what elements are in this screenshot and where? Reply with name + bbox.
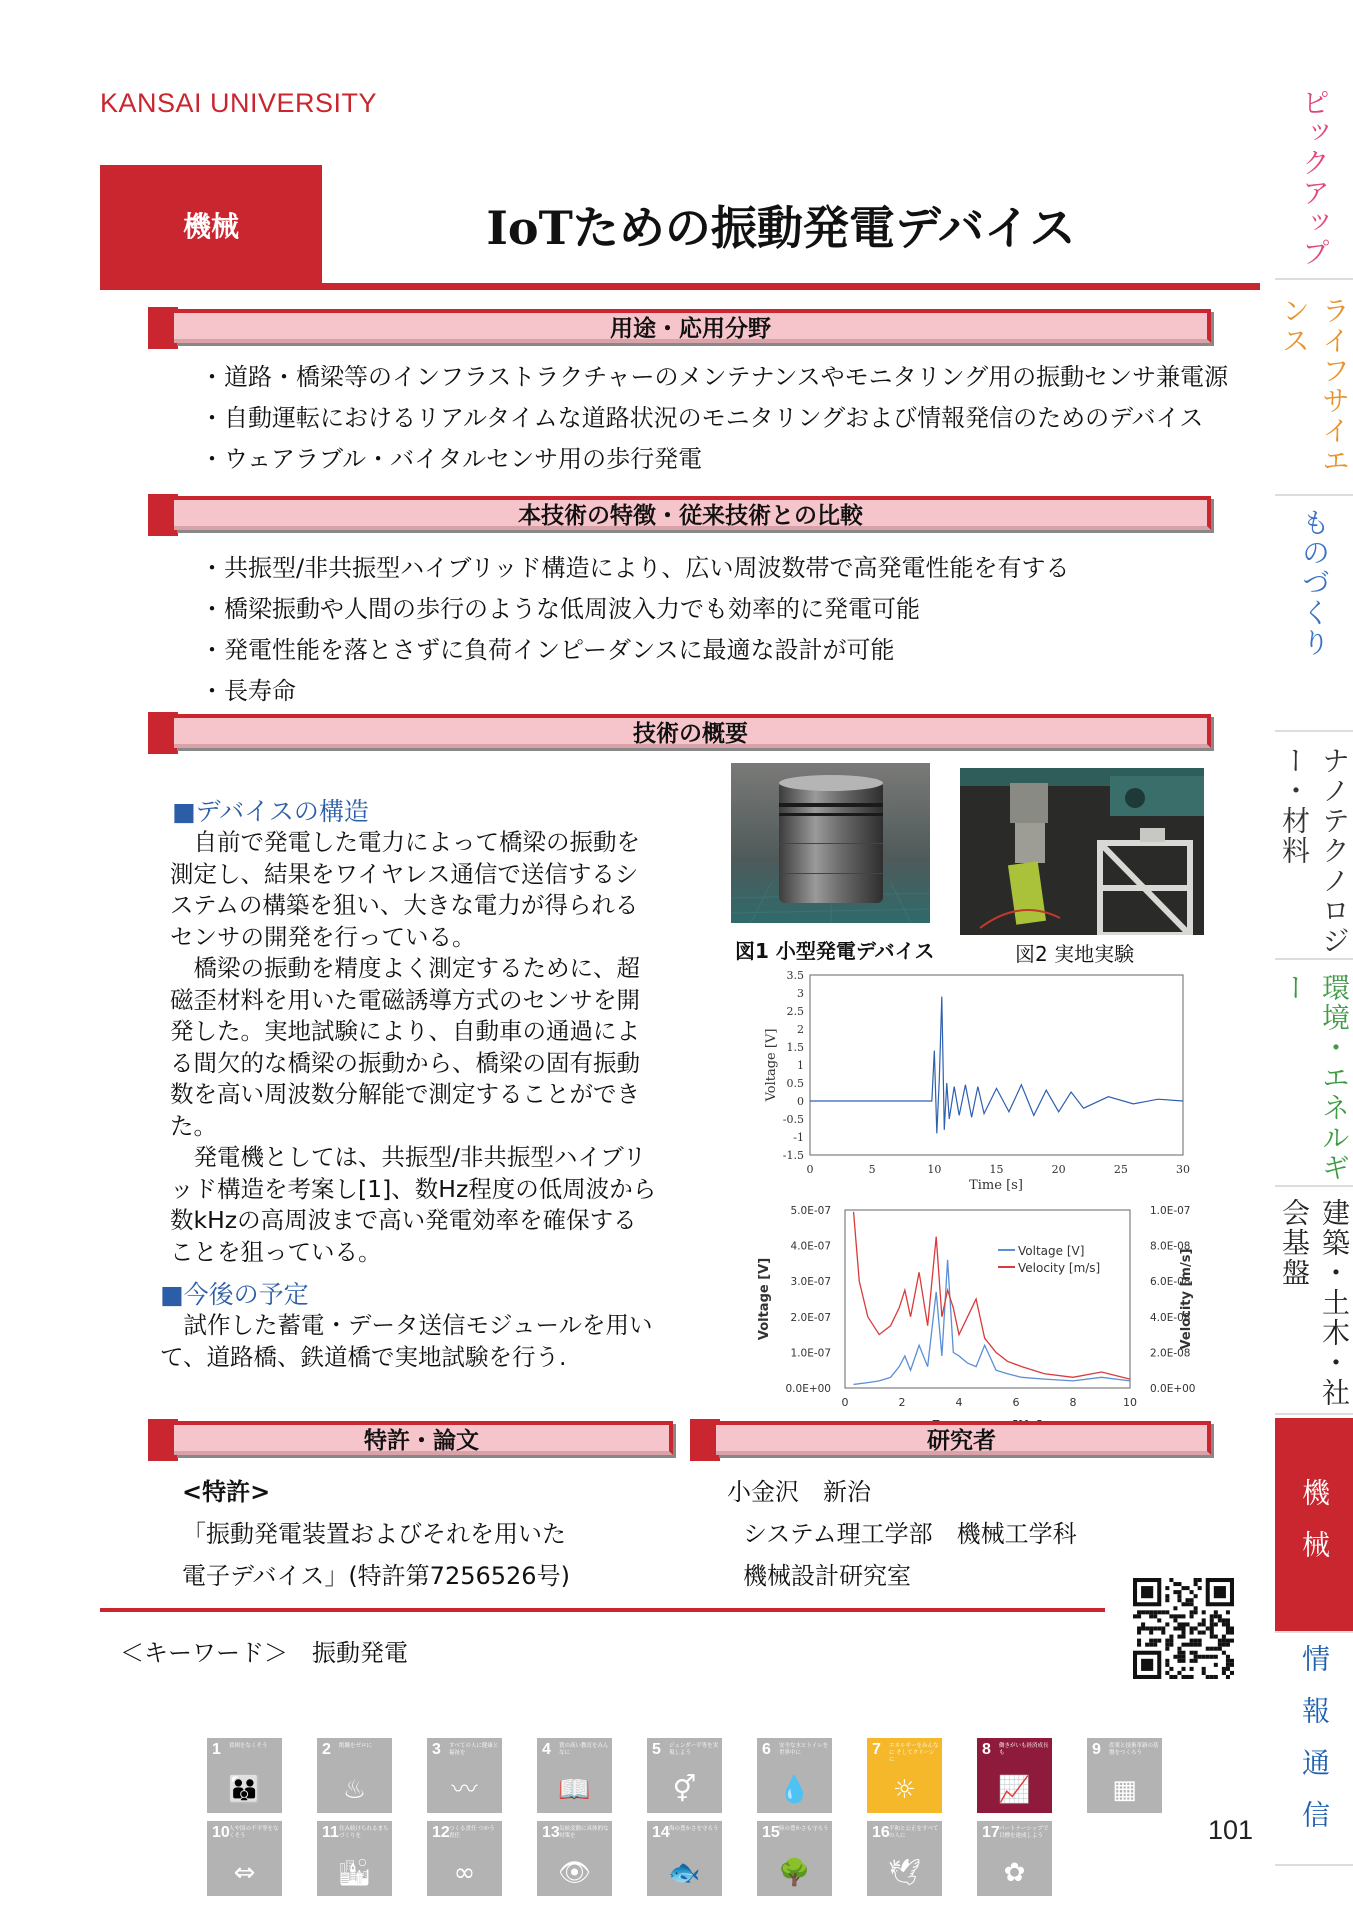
- dove-icon: 🕊: [887, 1858, 921, 1888]
- y2-tick-label: 2.0E-08: [1150, 1347, 1191, 1360]
- x-tick-label: 10: [1123, 1396, 1137, 1409]
- side-tab-4[interactable]: [1275, 965, 1353, 1187]
- y-tick-label: 2.0E-07: [790, 1311, 831, 1324]
- sdg-goal-17: 17 パートナーシップで目標を達成しよう ✿: [977, 1821, 1052, 1896]
- future-plan-text: 試作した蓄電・データ送信モジュールを用いて、道路橋、鉄道橋で実地試験を行う.: [160, 1311, 653, 1371]
- water-icon: 💧: [778, 1775, 811, 1805]
- side-tab-0[interactable]: [1275, 80, 1353, 280]
- chart1-ylabel: Voltage [V]: [764, 1028, 779, 1102]
- paragraph: 自前で発電した電力によって橋梁の振動を測定し、結果をワイヤレス通信で送信するシステムの構築を狙い、大きな電力が得られるセンサの開発を行っている。: [170, 828, 640, 951]
- section-bar-features: [148, 494, 1211, 536]
- y2-tick-label: 8.0E-08: [1150, 1240, 1191, 1253]
- side-tab-3[interactable]: [1275, 738, 1353, 960]
- patent-info: [182, 1471, 570, 1597]
- sdg-goal-11: 11 住み続けられるまちづくりを 🏙: [317, 1821, 392, 1896]
- side-tab-label: 情報通信: [1298, 1644, 1331, 1852]
- side-tab-7[interactable]: [1275, 1636, 1353, 1866]
- sdg-goal-2: 2 飢餓をゼロに ♨: [317, 1738, 392, 1813]
- eye-icon: 👁: [557, 1858, 591, 1888]
- keyword-divider: [100, 1608, 1105, 1612]
- page-number: 101: [1208, 1815, 1254, 1845]
- y-tick-label: 2.5: [786, 1005, 804, 1018]
- fish-icon: 🐟: [668, 1858, 701, 1888]
- x-tick-label: 6: [1012, 1396, 1020, 1409]
- researcher-lab: 機械設計研究室: [743, 1562, 911, 1590]
- y-tick-label: 5.0E-07: [790, 1205, 831, 1217]
- sdg-goal-9: 9 産業と技術革新の基盤をつくろう ▦: [1087, 1738, 1162, 1813]
- y-tick-label: -1.5: [782, 1149, 804, 1162]
- title-divider: [100, 283, 1260, 290]
- y2-tick-label: 1.0E-07: [1150, 1205, 1191, 1217]
- section-heading-researcher: 研究者: [716, 1421, 1211, 1455]
- plot-frame: [810, 975, 1183, 1155]
- category-label: 機械: [100, 165, 322, 285]
- y-tick-label: 1: [797, 1059, 804, 1072]
- side-tab-label: 建築・土木・社会基盤: [1278, 1198, 1351, 1408]
- section-heading-patents: 特許・論文: [174, 1421, 673, 1455]
- flower-icon: ✿: [1003, 1858, 1026, 1888]
- section-heading-features: 本技術の特徴・従来技術との比較: [174, 496, 1211, 530]
- x-tick-label: 30: [1176, 1163, 1190, 1176]
- side-tab-label: ライフサイエンス: [1278, 296, 1351, 476]
- side-tab-1[interactable]: [1275, 288, 1353, 496]
- x-tick-label: 10: [927, 1163, 942, 1176]
- applications-list: [200, 357, 1228, 480]
- sdg-goal-16: 16 平和と公正をすべての人に 🕊: [867, 1821, 942, 1896]
- sdg-goal-4: 4 質の高い教育をみんなに 📖: [537, 1738, 612, 1813]
- y-tick-label: -0.5: [782, 1113, 804, 1126]
- sdg-goal-13: 13 気候変動に具体的な対策を 👁: [537, 1821, 612, 1896]
- city-icon: 🏙: [337, 1858, 371, 1888]
- section-heading-overview: 技術の概要: [174, 714, 1211, 748]
- researcher-affiliation: システム理工学部 機械工学科: [743, 1520, 1077, 1548]
- title-area: [322, 165, 1260, 285]
- y2-tick-label: 0.0E+00: [1150, 1383, 1196, 1395]
- gender-icon: ⚥: [672, 1775, 697, 1805]
- section-bar-applications: [148, 307, 1211, 349]
- section-heading-applications: 用途・応用分野: [174, 309, 1211, 343]
- researcher-info: [727, 1471, 1077, 1597]
- x-tick-label: 0: [806, 1163, 814, 1176]
- device-structure-heading: ■デバイスの構造: [172, 797, 369, 826]
- x-tick-label: 5: [868, 1163, 876, 1176]
- device-photo: [731, 763, 930, 923]
- x-tick-label: 20: [1051, 1163, 1066, 1176]
- figure2-caption: 図2 実地実験: [1015, 942, 1135, 966]
- y-tick-label: -1: [793, 1131, 804, 1144]
- sdg-goal-1: 1 貧困をなくそう 👪: [207, 1738, 282, 1813]
- chart2-y2label: Velocity [m/s]: [1179, 1248, 1194, 1350]
- y-tick-label: 0.0E+00: [785, 1383, 831, 1395]
- side-tab-label: ものづくり: [1298, 508, 1331, 658]
- y-tick-label: 2: [797, 1023, 804, 1036]
- y2-tick-label: 4.0E-08: [1150, 1311, 1191, 1324]
- chart1-xlabel: Time [s]: [969, 1178, 1023, 1193]
- side-tab-label: 機械: [1298, 1478, 1331, 1582]
- list-item: ・自動運転におけるリアルタイムな道路状況のモニタリングおよび情報発信のためのデバイス: [200, 404, 1204, 432]
- sdg-goal-10: 10 人や国の不平等をなくそう ⇔: [207, 1821, 282, 1896]
- y-tick-label: 1.0E-07: [790, 1347, 831, 1360]
- paragraph: 橋梁の振動を精度よく測定するために、超磁歪材料を用いた電磁誘導方式のセンサを開発した。実地試験により、自動車の通過による間欠的な橋梁の振動から、橋梁の固有振動数を高い周波数分解能で測定することができた。: [170, 954, 640, 1140]
- side-tab-label: 環境・エネルギー: [1278, 973, 1351, 1183]
- sdg-goal-5: 5 ジェンダー平等を実現しよう ⚥: [647, 1738, 722, 1813]
- voltage-time-chart: [755, 965, 1195, 1195]
- infinity-icon: ∞: [453, 1858, 476, 1888]
- heartbeat-icon: 〰: [451, 1775, 478, 1805]
- growth-chart-icon: 📈: [998, 1775, 1031, 1805]
- keywords: ＜キーワード＞ 振動発電: [120, 1639, 408, 1667]
- university-name: KANSAI UNIVERSITY: [100, 88, 378, 118]
- sdg-goal-6: 6 安全な水とトイレを世界中に 💧: [757, 1738, 832, 1813]
- sdg-goal-3: 3 すべての人に健康と福祉を 〰: [427, 1738, 502, 1813]
- x-tick-label: 0: [841, 1396, 849, 1409]
- field-experiment-photo: [960, 768, 1204, 935]
- y-tick-label: 3: [797, 987, 804, 1000]
- x-tick-label: 8: [1069, 1396, 1077, 1409]
- side-tab-2[interactable]: [1275, 500, 1353, 732]
- qr-code[interactable]: [1133, 1578, 1234, 1679]
- y2-tick-label: 6.0E-08: [1150, 1276, 1191, 1289]
- x-tick-label: 2: [898, 1396, 906, 1409]
- side-tab-label: ナノテクノロジー・材料: [1278, 746, 1351, 956]
- chart2-ylabel: Voltage [V]: [757, 1257, 772, 1341]
- sdg-goal-8: 8 働きがいも経済成長も 📈: [977, 1738, 1052, 1813]
- sdg-goal-7: 7 エネルギーをみんなに そしてクリーンに ☼: [867, 1738, 942, 1813]
- list-item: ・共振型/非共振型ハイブリッド構造により、広い周波数帯で高発電性能を有する: [200, 554, 1070, 582]
- list-item: ・ウェアラブル・バイタルセンサ用の歩行発電: [200, 445, 703, 473]
- x-tick-label: 25: [1113, 1163, 1128, 1176]
- side-tab-label: ピックアップ: [1298, 88, 1331, 268]
- list-item: ・橋梁振動や人間の歩行のような低周波入力でも効率的に発電可能: [200, 595, 920, 623]
- list-item: ・発電性能を落とさずに負荷インピーダンスに最適な設計が可能: [200, 636, 895, 664]
- y-tick-label: 1.5: [786, 1041, 804, 1054]
- tree-icon: 🌳: [778, 1858, 811, 1888]
- patent-title-line2: 電子デバイス」(特許第7256526号): [182, 1562, 570, 1590]
- equality-icon: ⇔: [233, 1858, 256, 1888]
- patent-title-line1: 「振動発電装置およびそれを用いた: [182, 1520, 566, 1548]
- bowl-icon: ♨: [342, 1775, 367, 1805]
- plot-frame: [845, 1210, 1130, 1388]
- future-plan-heading: ■今後の予定: [160, 1280, 309, 1309]
- researcher-name: 小金沢 新治: [727, 1478, 871, 1506]
- side-tab-6[interactable]: [1275, 1418, 1353, 1633]
- book-icon: 📖: [558, 1775, 591, 1805]
- figure1-caption: 図1 小型発電デバイス: [735, 939, 935, 963]
- family-icon: 👪: [228, 1775, 261, 1805]
- list-item: ・長寿命: [200, 677, 296, 705]
- section-bar-researcher: [690, 1419, 1211, 1461]
- x-tick-label: 4: [955, 1396, 963, 1409]
- side-tab-5[interactable]: [1275, 1190, 1353, 1415]
- section-bar-overview: [148, 712, 1211, 754]
- sdg-goal-12: 12 つくる責任 つかう責任 ∞: [427, 1821, 502, 1896]
- sdg-goal-14: 14 海の豊かさを守ろう 🐟: [647, 1821, 722, 1896]
- list-item: ・道路・橋梁等のインフラストラクチャーのメンテナンスやモニタリング用の振動センサ兼電源: [200, 363, 1229, 391]
- paragraph: 発電機としては、共振型/非共振型ハイブリッド構造を考案し[1]、数Hz程度の低周波から数kHzの高周波まで高い発電効率を確保することを狙っている。: [170, 1143, 657, 1266]
- y-tick-label: 4.0E-07: [790, 1240, 831, 1253]
- device-structure-text: [170, 827, 660, 1268]
- section-bar-patents: [148, 1419, 673, 1461]
- y-tick-label: 0.5: [786, 1077, 804, 1090]
- frequency-response-chart: [750, 1200, 1200, 1435]
- page-title: IoTための振動発電デバイス: [486, 201, 1076, 255]
- patent-label: <特許>: [182, 1478, 271, 1506]
- y-tick-label: 3.5: [786, 969, 804, 982]
- legend-velocity: Velocity [m/s]: [1018, 1261, 1101, 1275]
- x-tick-label: 15: [989, 1163, 1004, 1176]
- y-tick-label: 0: [797, 1095, 804, 1108]
- sun-icon: ☼: [892, 1775, 917, 1805]
- y-tick-label: 3.0E-07: [790, 1276, 831, 1289]
- cubes-icon: ▦: [1112, 1775, 1137, 1805]
- features-list: [200, 548, 1069, 712]
- legend-voltage: Voltage [V]: [1018, 1244, 1085, 1258]
- sdg-goal-15: 15 陸の豊かさも守ろう 🌳: [757, 1821, 832, 1896]
